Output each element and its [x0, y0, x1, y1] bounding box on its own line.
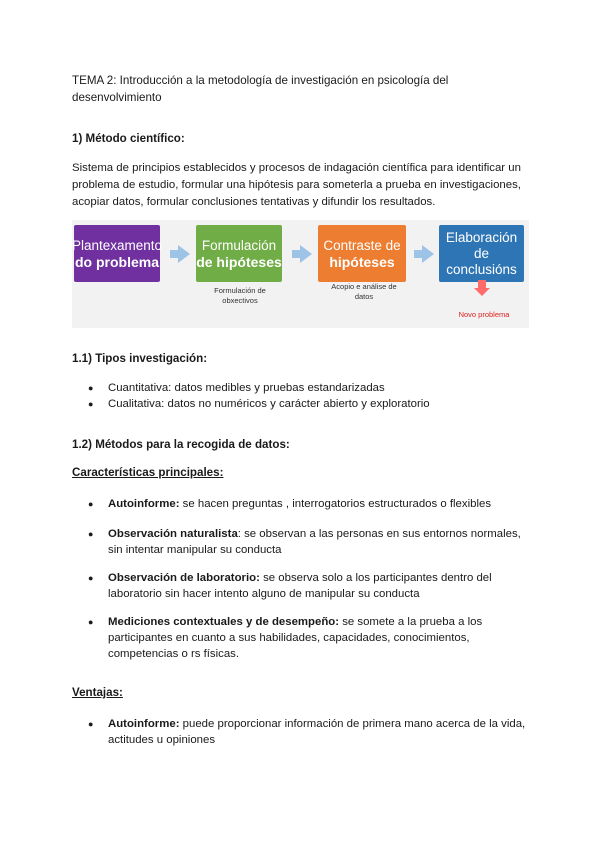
document-title: TEMA 2: Introducción a la metodología de investigación en psicología del desenvolvimiento [72, 74, 449, 104]
step-elaboracion: Elaboración de conclusións [439, 225, 524, 282]
bullet-icon: ● [88, 617, 94, 627]
step-formulacion: Formulación de hipóteses [196, 225, 282, 282]
list-item: ● Observación naturalista: se observan a las personas en sus entornos normales, sin intentar manipular su conducta [88, 528, 521, 556]
section-1-1-heading: 1.1) Tipos investigación: [72, 352, 208, 365]
bullet-icon: ● [88, 719, 94, 729]
bullet-icon: ● [88, 383, 94, 393]
bullet-icon: ● [88, 499, 94, 509]
novo-problema-label: Novo problema [458, 310, 510, 319]
sub-label-formulacion: Formulación de obxectivos [214, 286, 266, 305]
bullet-icon: ● [88, 573, 94, 583]
list-item: ● Autoinforme: se hacen preguntas , interrogatorios estructurados o flexibles [88, 498, 492, 510]
section-1-paragraph: Sistema de principios establecidos y procesos de indagación científica para identificar un problema de estudio, formular una hipótesis para someterla a prueba en investigaciones, acopiar datos, formular conclusiones tentativas y difundir los resultados. [72, 162, 521, 208]
right-arrow-icon [300, 245, 312, 263]
down-arrow-icon [474, 288, 490, 296]
scientific-method-diagram [72, 220, 529, 328]
step-plantexamento: Plantexamento do problema [74, 225, 160, 282]
bullet-icon: ● [88, 529, 94, 539]
ventajas-heading: Ventajas: [72, 686, 123, 699]
right-arrow-icon [178, 245, 190, 263]
right-arrow-icon [422, 245, 434, 263]
list-item: ● Autoinforme: puede proporcionar información de primera mano acerca de la vida, actitudes u opiniones [88, 718, 526, 746]
bullet-icon: ● [88, 399, 94, 409]
list-item: ● Observación de laboratorio: se observa solo a los participantes dentro del laboratorio sin hacer intento alguno de manipular su conducta [88, 572, 492, 600]
section-1-heading: 1) Método científico: [72, 132, 185, 145]
step-contraste: Contraste de hipóteses [318, 225, 406, 282]
list-item: ● Cuantitativa: datos medibles y pruebas estandarizadas [88, 382, 385, 394]
caracteristicas-heading: Características principales: [72, 466, 224, 479]
section-1-2-heading: 1.2) Métodos para la recogida de datos: [72, 438, 290, 451]
list-item: ● Cualitativa: datos no numéricos y carácter abierto y exploratorio [88, 398, 430, 410]
sub-label-acopio: Acopio e análise de datos [331, 282, 397, 301]
list-item: ● Mediciones contextuales y de desempeño: se somete a la prueba a los participantes en cuanto a sus habilidades, capacidades, conocimientos, competencias o rs físicas. [88, 616, 483, 660]
